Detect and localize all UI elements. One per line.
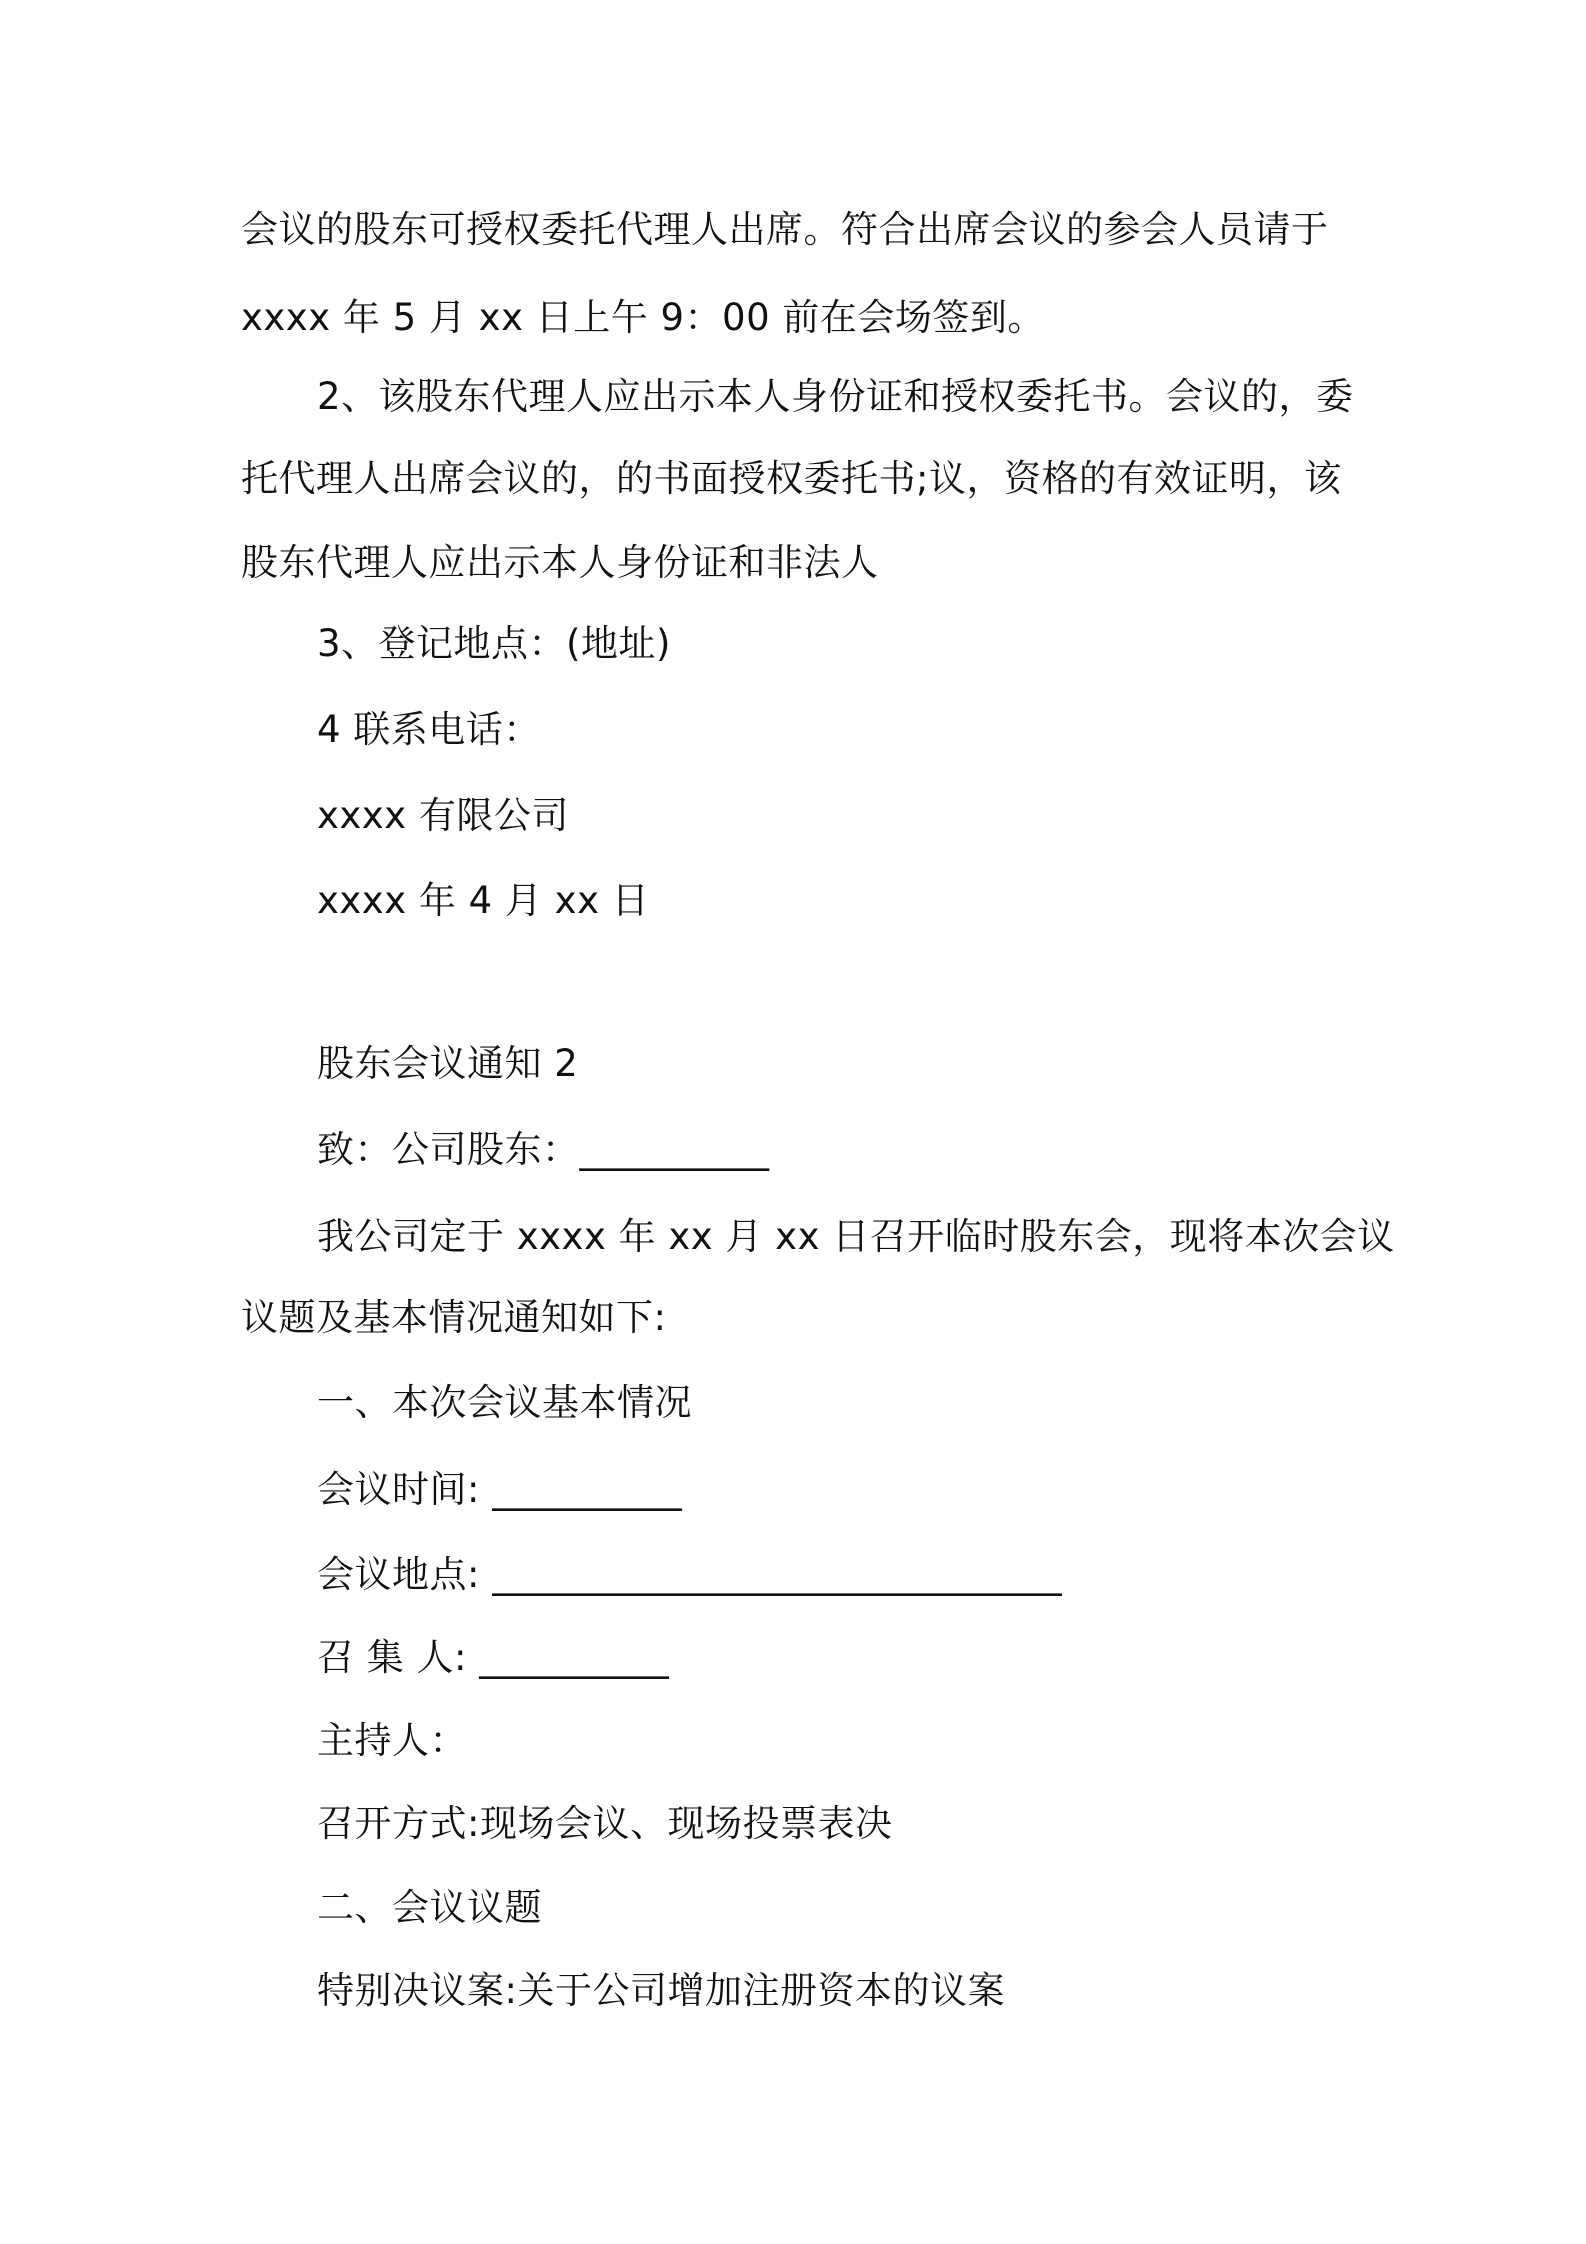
section-title: 股东会议通知 2 [317, 1042, 579, 1085]
meeting-location: 会议地点: ______________________________ [317, 1553, 1063, 1596]
heading-agenda: 二、会议议题 [317, 1886, 542, 1929]
paragraph-line-3: 2、该股东代理人应出示本人身份证和授权委托书。会议的，委 [317, 375, 1354, 418]
addressee: 致：公司股东：__________ [317, 1128, 770, 1171]
host: 主持人： [317, 1719, 467, 1762]
special-resolution: 特别决议案:关于公司增加注册资本的议案 [317, 1969, 1005, 2012]
meeting-method: 召开方式:现场会议、现场投票表决 [317, 1802, 893, 1845]
registration-location: 3、登记地点：(地址) [317, 622, 671, 665]
heading-basic-info: 一、本次会议基本情况 [317, 1381, 692, 1424]
issue-date: xxxx 年 4 月 xx 日 [317, 879, 650, 922]
paragraph-line-4: 托代理人出席会议的，的书面授权委托书;议，资格的有效证明，该 [241, 457, 1342, 500]
paragraph-line-5: 股东代理人应出示本人身份证和非法人 [241, 541, 879, 584]
paragraph-line-2: xxxx 年 5 月 xx 日上午 9：00 前在会场签到。 [241, 296, 1045, 339]
paragraph-line-1: 会议的股东可授权委托代理人出席。符合出席会议的参会人员请于 [241, 208, 1329, 251]
contact-phone: 4 联系电话： [317, 708, 541, 751]
company-name: xxxx 有限公司 [317, 794, 569, 837]
convener: 召 集 人: __________ [317, 1636, 670, 1679]
intro-line-1: 我公司定于 xxxx 年 xx 月 xx 日召开临时股东会，现将本次会议 [317, 1215, 1395, 1258]
intro-line-2: 议题及基本情况通知如下: [241, 1296, 667, 1339]
meeting-time: 会议时间: __________ [317, 1468, 683, 1511]
